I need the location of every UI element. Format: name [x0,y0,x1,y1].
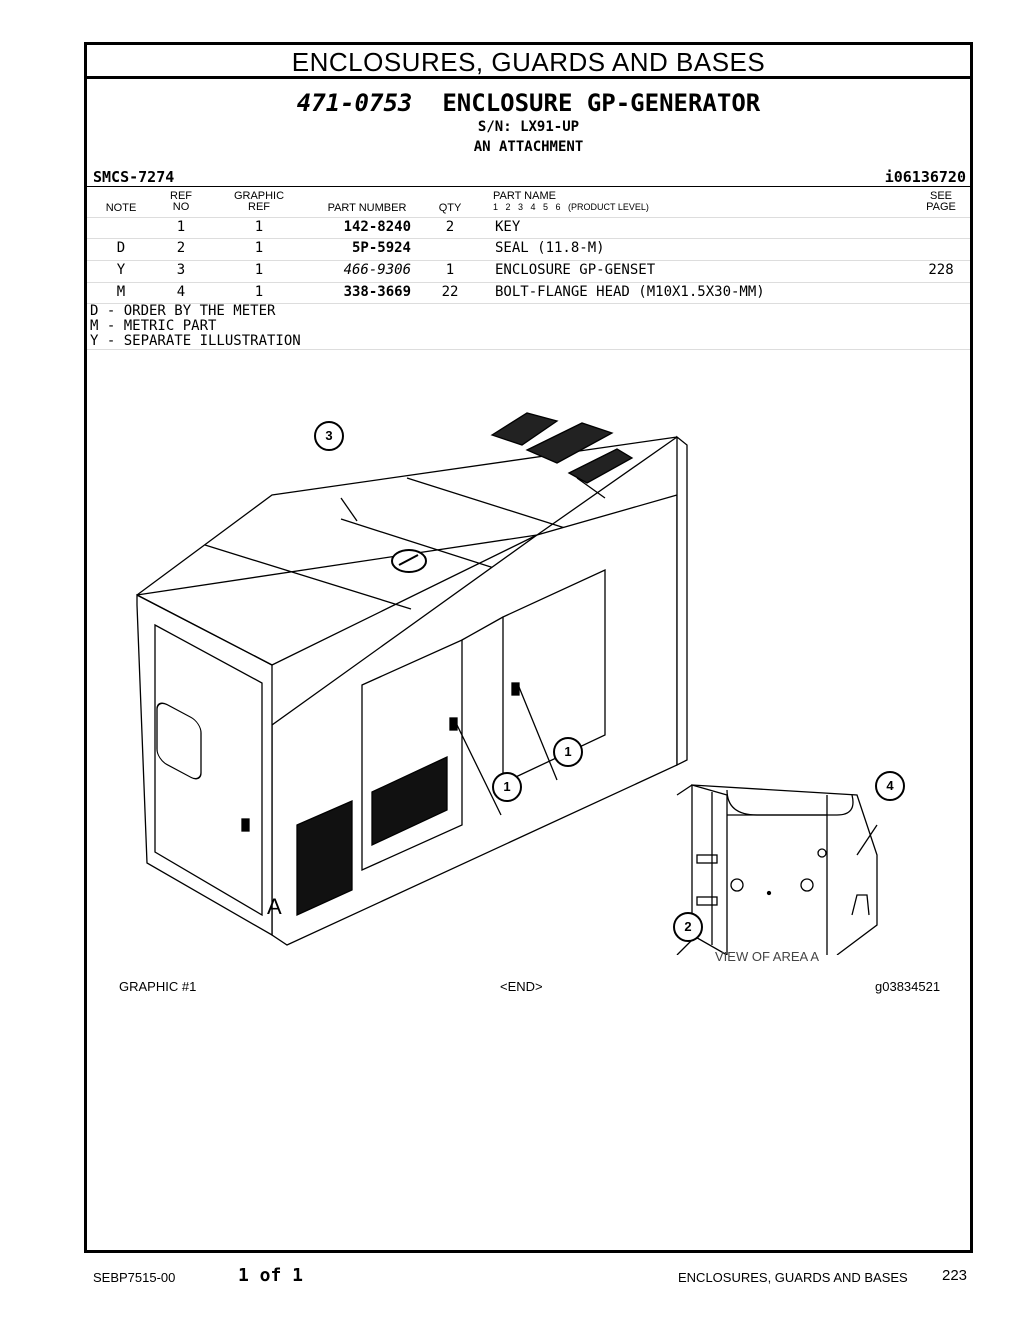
callout-3: 3 [314,421,344,451]
graphic-id: g03834521 [875,979,941,994]
callout-1: 1 [492,772,522,802]
smcs-code: SMCS-7274 [93,168,175,186]
footer-section: ENCLOSURES, GUARDS AND BASES [678,1270,908,1285]
page-of: 1 of 1 [238,1265,304,1286]
notes-legend [90,304,301,349]
col-note: NOTE [105,202,137,214]
page-number: 223 [942,1267,968,1284]
table-row: Y 3 1 466-9306 1 ENCLOSURE GP-GENSET 228 [116,262,954,278]
part-number: 471-0753 [296,89,413,117]
callout-2: 2 [673,912,703,942]
view-label: VIEW OF AREA A [715,949,820,964]
table-row: 1 1 142-8240 2 KEY [176,219,521,235]
col-see-page: SEE PAGE [926,190,956,213]
note-item: D - ORDER BY THE METER [90,303,276,319]
header-divider [87,186,970,187]
notes-divider [87,349,970,350]
col-part-name: PART NAME 1 2 3 4 5 6 (PRODUCT LEVEL) [493,190,649,212]
page-frame [84,42,973,1253]
table-row: D 2 1 5P-5924 SEAL (11.8-M) [116,240,605,256]
graphic-label: GRAPHIC #1 [119,979,197,994]
section-title: ENCLOSURES, GUARDS AND BASES [87,45,970,79]
col-part-number: PART NUMBER [327,202,407,214]
col-ref-no: REF NO [170,190,192,213]
end-label: <END> [500,979,543,994]
col-qty: QTY [438,202,462,214]
callout-1: 1 [553,737,583,767]
callout-4: 4 [875,771,905,801]
enclosure-illustration [117,355,947,955]
part-header [87,89,970,157]
serial-range: S/N: LX91-UP [477,119,580,135]
document-ident: i06136720 [884,168,966,186]
col-graphic-ref: GRAPHIC REF [233,190,285,213]
table-row: M 4 1 338-3669 22 BOLT-FLANGE HEAD (M10X1.5X30-MM) [116,284,765,300]
attachment-label: AN ATTACHMENT [473,139,584,155]
area-label: A [267,894,282,919]
note-item: Y - SEPARATE ILLUSTRATION [90,333,301,349]
note-item: M - METRIC PART [90,318,217,334]
part-title: ENCLOSURE GP-GENERATOR [442,89,761,117]
doc-number: SEBP7515-00 [93,1270,176,1285]
